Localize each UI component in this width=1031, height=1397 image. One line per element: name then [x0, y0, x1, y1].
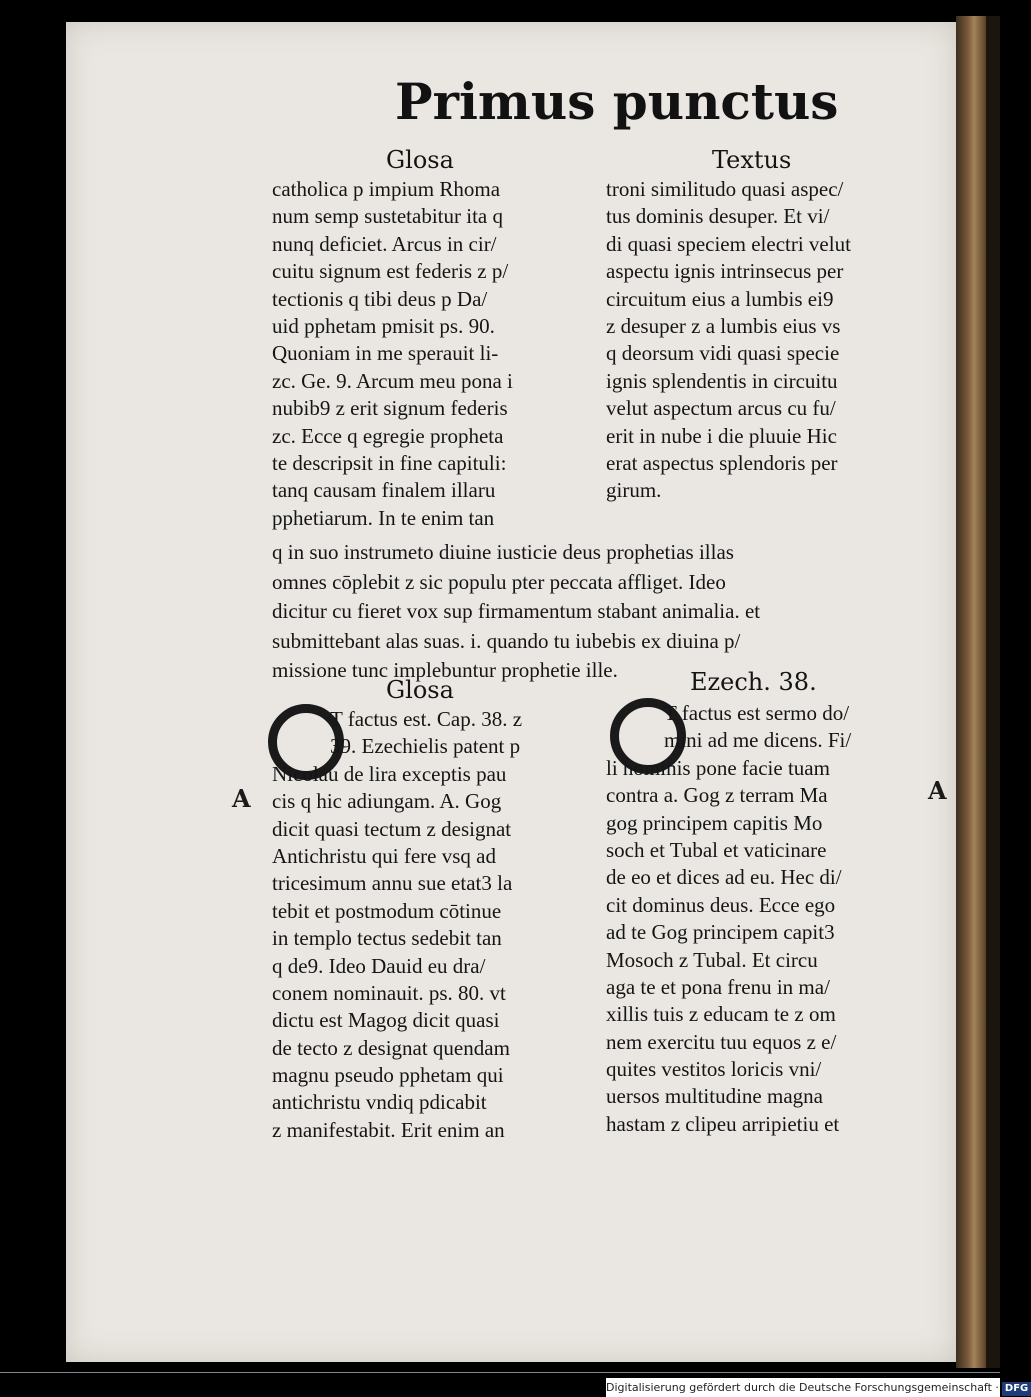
page-title: Primus punctus [395, 72, 839, 131]
text-line: missione tunc implebuntur prophetie ille. [272, 658, 618, 682]
text-line: Quoniam in me sperauit li- [272, 341, 499, 366]
heading-glosa-top: Glosa [386, 146, 454, 174]
text-line: zc. Ge. 9. Arcum meu pona i [272, 368, 513, 393]
footer-credit [606, 1378, 1029, 1397]
column-ezech-bottom [606, 700, 926, 1138]
text-line: dictu est Magog dicit quasi [272, 1008, 500, 1033]
column-textus-top [606, 176, 926, 505]
text-line: mini ad me dicens. Fi/ [664, 728, 852, 753]
text-line: tectionis q tibi deus p Da/ [272, 286, 488, 311]
text-line: Mosoch z Tubal. Et circu [606, 947, 818, 972]
book-edge [986, 16, 1000, 1368]
text-line: nubib9 z erit signum federis [272, 396, 508, 421]
text-line: cit dominus deus. Ecce ego [606, 892, 836, 917]
text-line: erat aspectus splendoris per [606, 450, 838, 475]
text-line: Nicolau de lira exceptis pau [272, 761, 507, 786]
text-line: nunq deficiet. Arcus in cir/ [272, 231, 497, 256]
text-line: circuitum eius a lumbis ei9 [606, 286, 834, 311]
column-gloss-bottom [272, 706, 592, 1144]
margin-mark-right: A [928, 776, 947, 805]
text-line: gog principem capitis Mo [606, 810, 823, 835]
text-line: nem exercitu tuu equos z e/ [606, 1029, 837, 1054]
text-line: catholica p impium Rhoma [272, 177, 501, 201]
footer-text: Digitalisierung gefördert durch die Deutsche Forschungsgemeinschaft · [606, 1381, 999, 1394]
text-line: di quasi speciem electri velut [606, 231, 851, 256]
text-line: zc. Ecce q egregie propheta [272, 423, 504, 448]
text-line: num semp sustetabitur ita q [272, 204, 503, 229]
text-line: uid pphetam pmisit ps. 90. [272, 313, 495, 338]
book-spine [956, 16, 986, 1368]
text-line: pphetiarum. In te enim tan [272, 505, 495, 530]
column-gloss-fullwidth [272, 538, 932, 686]
text-line: aga te et pona frenu in ma/ [606, 974, 830, 999]
text-line: dicit quasi tectum z designat [272, 816, 512, 841]
dfg-logo: DFG [1002, 1382, 1031, 1396]
text-line: T factus est. Cap. 38. z [330, 707, 523, 731]
text-line: omnes cōplebit z sic populu pter peccata affliget. Ideo [272, 569, 726, 594]
footer-divider [0, 1372, 1000, 1373]
text-line: tebit et postmodum cōtinue [272, 898, 502, 923]
text-line: conem nominauit. ps. 80. vt [272, 980, 506, 1005]
heading-textus: Textus [712, 146, 792, 174]
text-line: hastam z clipeu arripietiu et [606, 1111, 840, 1136]
text-line: cis q hic adiungam. A. Gog [272, 789, 502, 814]
text-line: ad te Gog principem capit3 [606, 920, 835, 945]
text-line: q deorsum vidi quasi specie [606, 341, 840, 366]
text-line: de tecto z designat quendam [272, 1035, 510, 1060]
text-line: tricesimum annu sue etat3 la [272, 871, 513, 896]
text-line: q de9. Ideo Dauid eu dra/ [272, 953, 486, 978]
text-line: uersos multitudine magna [606, 1084, 823, 1109]
text-line: xillis tuis z educam te z om [606, 1002, 836, 1027]
text-line: li hominis pone facie tuam [606, 755, 830, 780]
text-line: cuitu signum est federis z p/ [272, 259, 509, 284]
text-line: z manifestabit. Erit enim an [272, 1117, 505, 1142]
text-line: submittebant alas suas. i. quando tu iubebis ex diuina p/ [272, 628, 741, 653]
text-line: soch et Tubal et vaticinare [606, 837, 827, 862]
text-line: tus dominis desuper. Et vi/ [606, 204, 830, 229]
text-line: te descripsit in fine capituli: [272, 450, 507, 475]
text-line: magnu pseudo pphetam qui [272, 1063, 504, 1088]
text-line: Antichristu qui fere vsq ad [272, 843, 496, 868]
text-line: T factus est sermo do/ [664, 701, 850, 725]
text-line: contra a. Gog z terram Ma [606, 783, 828, 808]
heading-glosa-bottom: Glosa [386, 676, 454, 704]
text-line: z desuper z a lumbis eius vs [606, 313, 841, 338]
text-line: dicitur cu fieret vox sup firmamentum stabant animalia. et [272, 599, 761, 623]
text-line: antichristu vndiq pdicabit [272, 1090, 487, 1115]
text-line: aspectu ignis intrinsecus per [606, 259, 844, 284]
text-line: q in suo instrumeto diuine iusticie deus prophetias illas [272, 540, 734, 564]
text-line: girum. [606, 478, 662, 503]
margin-mark-left: A [232, 784, 251, 813]
text-line: in templo tectus sedebit tan [272, 926, 502, 951]
text-line: de eo et dices ad eu. Hec di/ [606, 865, 842, 890]
text-line: erit in nube i die pluuie Hic [606, 423, 837, 448]
text-line: tanq causam finalem illaru [272, 478, 496, 503]
text-line: 39. Ezechielis patent p [330, 734, 521, 759]
text-line: troni similitudo quasi aspec/ [606, 177, 844, 201]
heading-ezech: Ezech. 38. [690, 668, 817, 696]
column-gloss-top [272, 176, 590, 532]
text-line: ignis splendentis in circuitu [606, 368, 838, 393]
text-line: velut aspectum arcus cu fu/ [606, 396, 836, 421]
text-line: quites vestitos loricis vni/ [606, 1057, 822, 1082]
